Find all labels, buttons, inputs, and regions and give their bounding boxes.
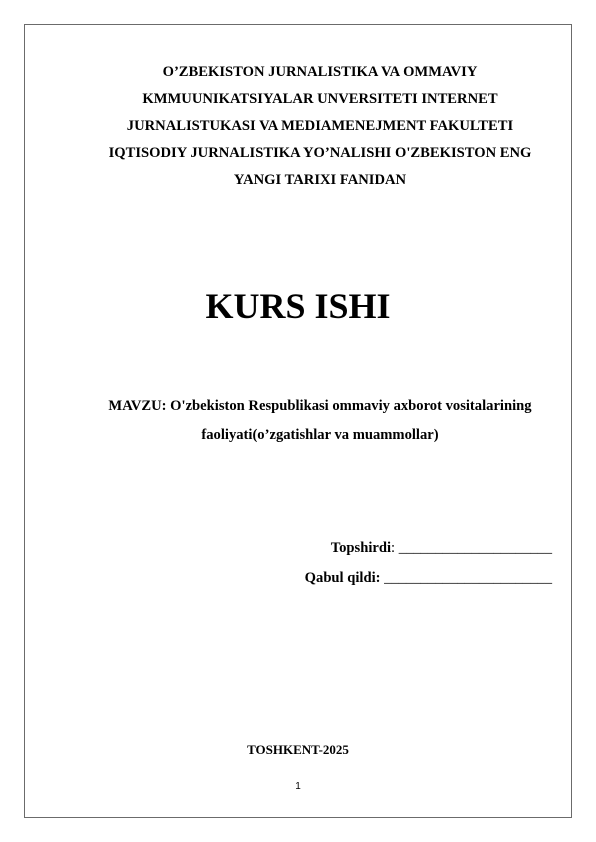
page-number: 1 — [295, 781, 301, 792]
header-line: JURNALISTUKASI VA MEDIAMENEJMENT FAKULTETI — [126, 118, 514, 134]
submitted-colon: : — [391, 540, 396, 556]
document-title: KURS ISHI — [205, 286, 391, 326]
city-year: TOSHKENT-2025 — [247, 742, 349, 757]
topic-block — [66, 392, 574, 450]
university-header — [70, 59, 570, 194]
submitted-signature-line: _____________________ — [398, 540, 552, 556]
accepted-signature-line: _______________________ — [380, 570, 552, 586]
topic-line: MAVZU: O'zbekiston Respublikasi ommaviy axborot vositalarining — [108, 398, 532, 414]
topic-line: faoliyati(o’zgatishlar va muammollar) — [201, 427, 439, 443]
header-line: KMMUUNIKATSIYALAR UNVERSITETI INTERNET — [142, 91, 498, 107]
header-line: O’ZBEKISTON JURNALISTIKA VA OMMAVIY — [162, 64, 478, 80]
header-line: IQTISODIY JURNALISTIKA YO’NALISHI O'ZBEKISTON ENG — [108, 145, 532, 161]
submitted-by-row — [331, 538, 552, 558]
submitted-label: Topshirdi — [330, 540, 392, 556]
accepted-label: Qabul qildi: — [304, 570, 381, 586]
accepted-by-row — [305, 568, 552, 588]
header-line: YANGI TARIXI FANIDAN — [233, 172, 407, 188]
